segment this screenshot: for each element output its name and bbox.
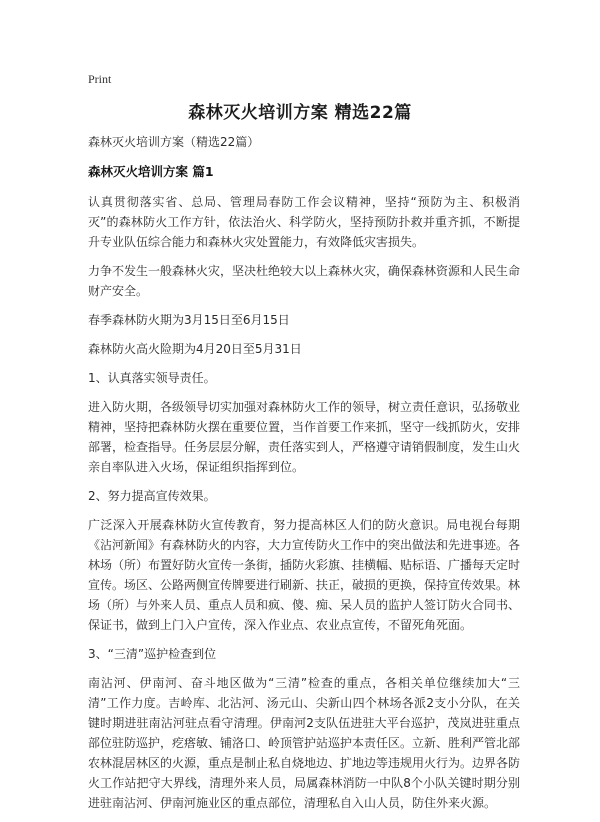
document-subtitle: 森林灭火培训方案（精选22篇） — [88, 135, 260, 149]
print-label[interactable]: Print — [88, 72, 112, 86]
item-1-heading: 1、认真落实领导责任。 — [88, 371, 216, 385]
paragraph-guideline: 认真贯彻落实省、总局、管理局春防工作会议精神，坚持“预防为主、积极消灭”的森林防火工作方针，依法治火、科学防火，坚持预防扑救并重齐抓，不断提升专业队伍综合能力和森林火灾处置能力，有效降低灾害损失。 — [88, 195, 520, 249]
item-3-heading: 3、“三清”巡护检查到位 — [88, 647, 217, 661]
document-body — [88, 132, 520, 822]
section-heading: 森林灭火培训方案 篇1 — [88, 164, 214, 179]
paragraph-goal: 力争不发生一般森林火灾，坚决杜绝较大以上森林火灾，确保森林资源和人民生命财产安全。 — [88, 264, 521, 298]
item-1-body: 进入防火期，各级领导切实加强对森林防火工作的领导，树立责任意识，弘扬敬业精神，坚持把森林防火摆在重要位置，当作首要工作来抓，坚守一线抓防火，安排部署，检查指导。任务层层分解，责任落实到人，严格遵守请销假制度，发生山火亲自率队进入火场，保证组织指挥到位。 — [88, 400, 521, 474]
page-title: 森林灭火培训方案 精选22篇 — [188, 103, 412, 123]
paragraph-high-risk-period: 森林防火高火险期为4月20日至5月31日 — [88, 342, 302, 356]
item-2-heading: 2、努力提高宣传效果。 — [88, 489, 216, 503]
paragraph-spring-period: 春季森林防火期为3月15日至6月15日 — [88, 313, 290, 327]
item-3-body: 南沾河、伊南河、奋斗地区做为“三清”检查的重点，各相关单位继续加大“三清”工作力度。吉岭库、北沾河、汤元山、尖新山四个林场各派2支小分队，在关键时期进驻南沾河驻点看守清理。伊南河2支队伍进驻大平台巡护，茂岚进驻重点部位驻防巡护，疙瘩敏、铺洛口、岭顶管护站巡护本责任区。立新、胜利严管北部农林混居林区的火源，重点是制止私自烧地边、扩地边等违规用火行为。边界各防火工作站把守大界线，清理外来人员，局属森林消防一中队8个小队关键时期分别进驻南沾河、伊南河施业区的重点部位，清理私自入山人员，防住外来火源。 — [88, 676, 521, 810]
item-2-body: 广泛深入开展森林防火宣传教育，努力提高林区人们的防火意识。局电视台每期《沾河新闻》有森林防火的内容，大力宣传防火工作中的突出做法和先进事迹。各林场（所）布置好防火宣传一条街，插防火彩旗、挂横幅、贴标语、广播每天定时宣传。场区、公路两侧宣传牌要进行刷新、扶正，破损的更换，保持宣传效果。林场（所）与外来人员、重点人员和疯、傻、痴、呆人员的监护人签订防火合同书、保证书，做到上门入户宣传，深入作业点、农业点宣传，不留死角死面。 — [88, 518, 521, 632]
